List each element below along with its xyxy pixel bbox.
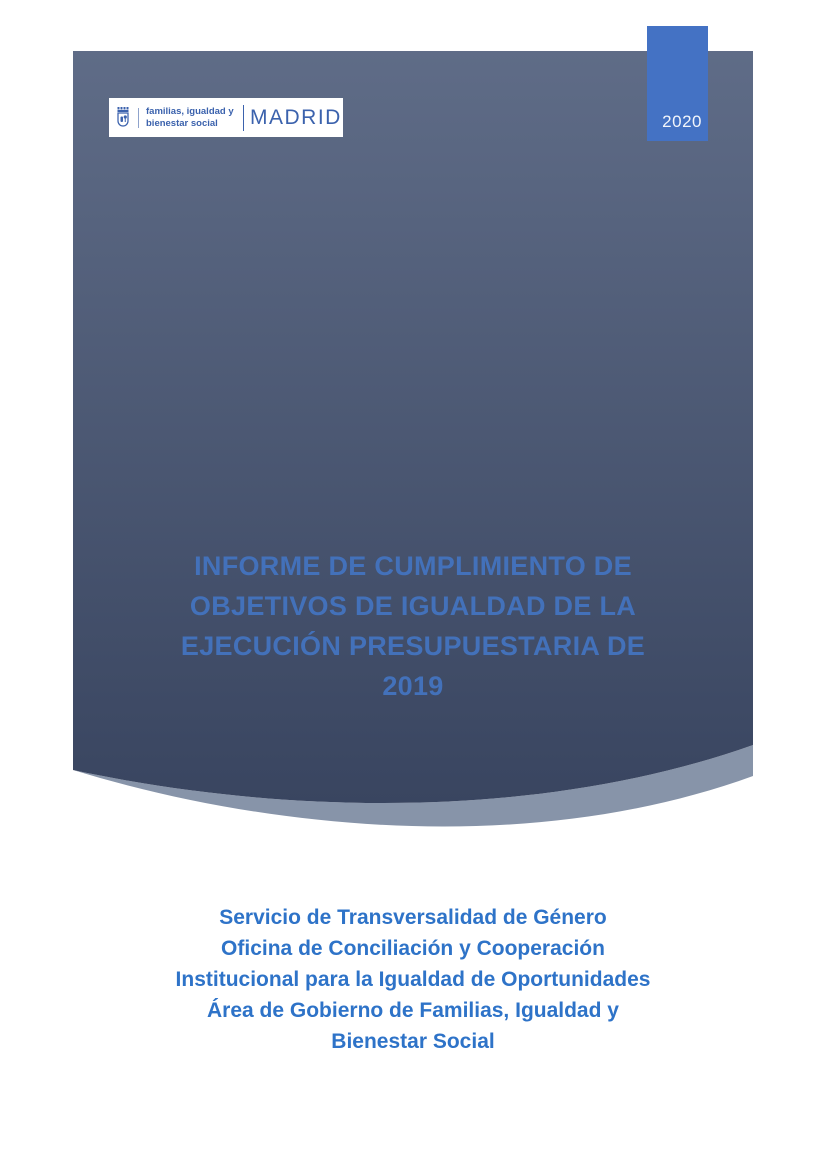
logo-divider-small xyxy=(138,108,139,128)
logo-plate xyxy=(109,98,343,137)
report-title-line: INFORME DE CUMPLIMIENTO DE xyxy=(194,551,632,581)
madrid-crest-icon xyxy=(117,107,131,129)
footer-line: Institucional para la Igualdad de Oportunidades xyxy=(175,968,651,991)
report-title-line: EJECUCIÓN PRESUPUESTARIA DE xyxy=(180,631,646,661)
logo-org-line2: bienestar social xyxy=(146,117,218,129)
year-tab xyxy=(647,26,708,141)
footer-line: Oficina de Conciliación y Cooperación xyxy=(221,937,605,960)
footer-line: Área de Gobierno de Familias, Igualdad y xyxy=(207,999,619,1022)
footer-line: Bienestar Social xyxy=(331,1030,495,1053)
logo-divider-large xyxy=(243,105,244,131)
report-title xyxy=(73,546,753,706)
report-title-line: OBJETIVOS DE IGUALDAD DE LA xyxy=(189,591,637,621)
cover-panel xyxy=(73,51,753,831)
cover-panel-shape xyxy=(73,51,753,831)
logo-org-text xyxy=(146,106,238,129)
logo-city-wordmark: MADRID xyxy=(250,105,342,129)
year-label: 2020 xyxy=(662,112,702,131)
footer-line: Servicio de Transversalidad de Género xyxy=(219,906,607,929)
logo-org-line1: familias, igualdad y xyxy=(146,106,234,117)
report-title-line: 2019 xyxy=(382,671,444,701)
footer-organisation xyxy=(73,902,753,1057)
